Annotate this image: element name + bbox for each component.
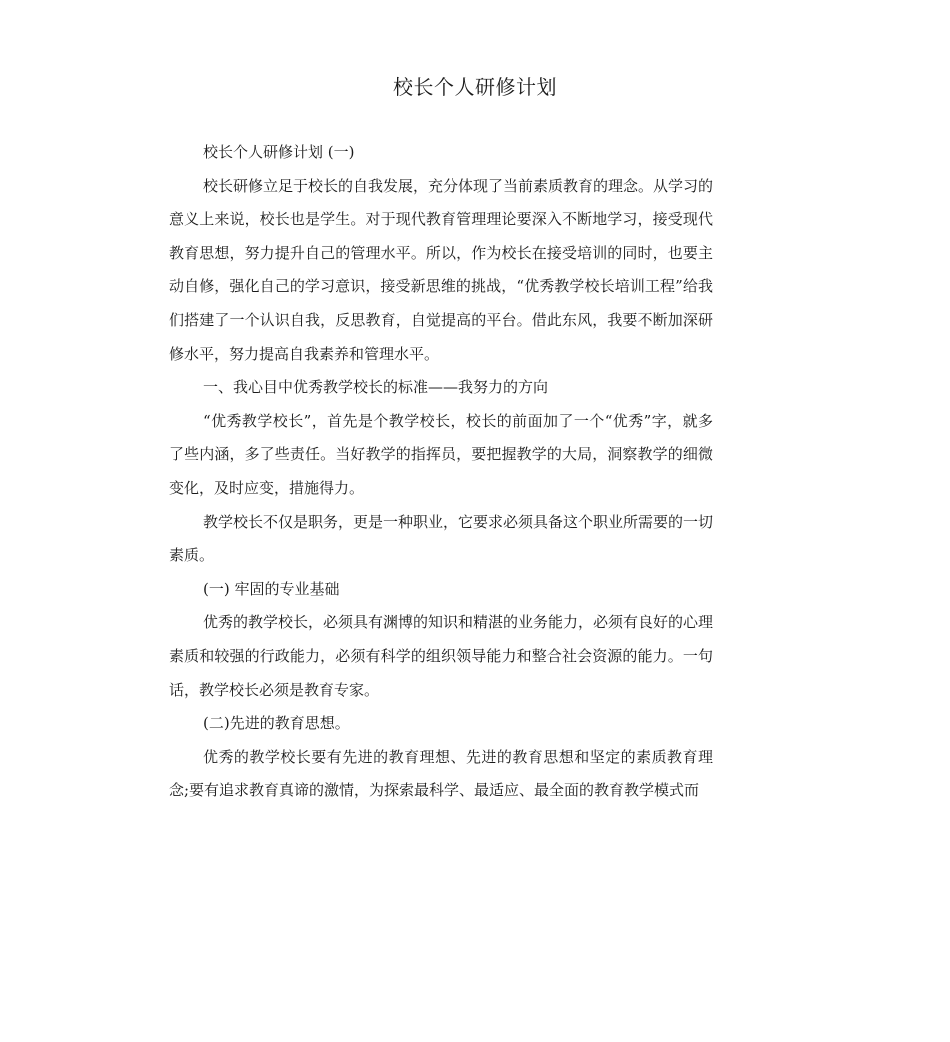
section-heading-1: 一、我心目中优秀教学校长的标准——我努力的方向 <box>203 378 549 397</box>
subtitle-paragraph: 校长个人研修计划 (一) <box>203 143 355 161</box>
intro-paragraph: 校长研修立足于校长的自我发展，充分体现了当前素质教育的理念。从学习的意义上来说，校长也是学生。对于现代教育管理理论要深入不断地学习，接受现代教育思想，努力提升自己的管理水平。所以，作为校长在接受培训的同时，也要主动自修，强化自己的学习意识，接受新思维的挑战，“优秀教学校长培训工程”给我们搭建了一个认识自我，反思教育，自觉提高的平台。借此东风，我要不断加深研修水平，努力提高自我素养和管理水平。 <box>169 176 714 363</box>
subsection-heading-2: (二)先进的教育思想。 <box>203 714 350 733</box>
document-title: 校长个人研修计划 <box>393 75 557 99</box>
body-paragraph: 优秀的教学校长，必须具有渊博的知识和精湛的业务能力，必须有良好的心理素质和较强的行政能力，必须有科学的组织领导能力和整合社会资源的能力。一句话，教学校长必须是教育专家。 <box>169 613 714 699</box>
subsection-heading-1: (一) 牢固的专业基础 <box>203 579 340 598</box>
document-body <box>169 136 713 808</box>
body-paragraph: “优秀教学校长”，首先是个教学校长，校长的前面加了一个“优秀”字，就多了些内涵，多了些责任。当好教学的指挥员，要把握教学的大局，洞察教学的细微变化，及时应变，措施得力。 <box>169 411 713 497</box>
body-paragraph: 优秀的教学校长要有先进的教育理想、先进的教育思想和坚定的素质教育理念;要有追求教育真谛的激情，为探索最科学、最适应、最全面的教育教学模式而 <box>169 747 713 800</box>
body-paragraph: 教学校长不仅是职务，更是一种职业，它要求必须具备这个职业所需要的一切素质。 <box>169 512 714 565</box>
